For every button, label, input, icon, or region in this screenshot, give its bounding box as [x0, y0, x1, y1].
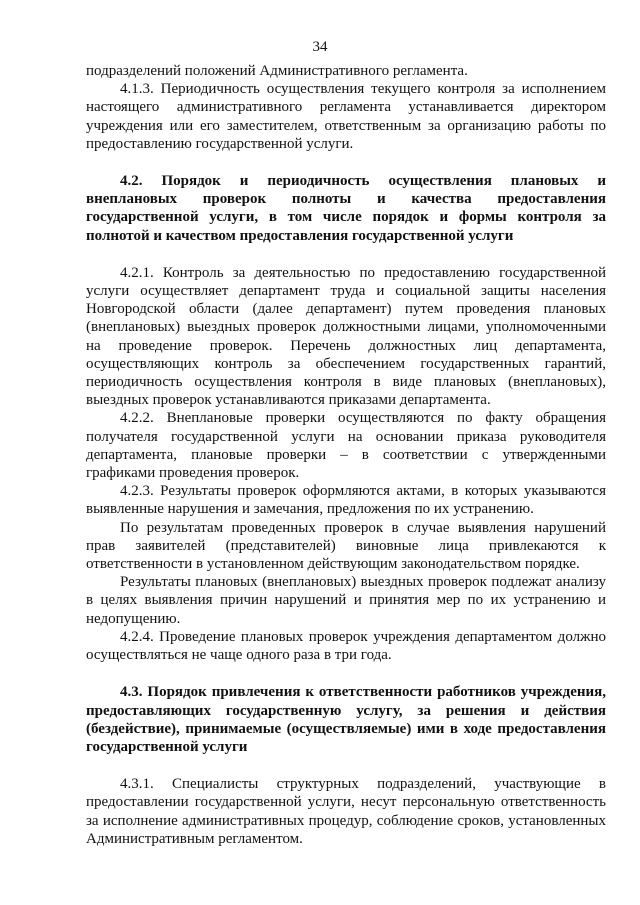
- section-heading-4-3: 4.3. Порядок привлечения к ответственности работников учреждения, предоставляющих государственную услугу, за решения и действия (бездействие), принимаемые (осуществляемые) ими в ходе предоставления государственной услуги: [86, 684, 606, 755]
- section-heading-4-2: 4.2. Порядок и периодичность осуществления плановых и внеплановых проверок полноты и качества предоставления государственной услуги, в том числе порядок и формы контроля за полнотой и качеством предоставления государственной услуги: [86, 173, 606, 244]
- paragraph-4-3-1: 4.3.1. Специалисты структурных подразделений, участвующие в предоставлении государственной услуги, несут персональную ответственность за исполнение административных процедур, соблюдение сроков, установленных Административным регламентом.: [86, 776, 606, 847]
- paragraph-analysis: Результаты плановых (внеплановых) выездных проверок подлежат анализу в целях выявления причин нарушений и принятия мер по их устранению и недопущению.: [86, 574, 606, 627]
- paragraph-4-2-4: 4.2.4. Проведение плановых проверок учреждения департаментом должно осуществляться не чаще одного раза в три года.: [86, 628, 606, 664]
- spacer: [86, 756, 606, 775]
- spacer: [86, 664, 606, 683]
- paragraph-4-2-2: 4.2.2. Внеплановые проверки осуществляются по факту обращения получателя государственной услуги на основании приказа руководителя департамента, плановые проверки – в соответствии с утвержденными графиками проведения проверок.: [86, 410, 606, 482]
- paragraph-4-2-3: 4.2.3. Результаты проверок оформляются актами, в которых указываются выявленные нарушения и замечания, предложения по их устранению.: [86, 483, 606, 518]
- page-number: 34: [312, 39, 328, 55]
- paragraph-violations: По результатам проведенных проверок в случае выявления нарушений прав заявителей (представителей) виновные лица привлекаются к ответственности в установленном действующим законодательством порядке.: [86, 519, 606, 573]
- spacer: [86, 245, 606, 264]
- paragraph-4-1-3: 4.1.3. Периодичность осуществления текущего контроля за исполнением настоящего административного регламента устанавливается директором учреждения или его заместителем, ответственным за организацию работы по предоставлению государственной услуги.: [86, 81, 606, 152]
- paragraph-continuation: подразделений положений Административного регламента.: [86, 63, 468, 79]
- document-body: [86, 62, 606, 848]
- spacer: [86, 153, 606, 172]
- paragraph-4-2-1: 4.2.1. Контроль за деятельностью по предоставлению государственной услуги осуществляет департамент труда и социальной защиты населения Новгородской области (далее департамент) путем проведения плановых (внеплановых) выездных проверок должностными лицами, уполномоченными на проведение проверок. Перечень должностных лиц департамента, осуществляющих контроль за обеспечением государственных гарантий, периодичность осуществления контроля в виде плановых (внеплановых), выездных проверок устанавливаются приказами департамента.: [86, 264, 606, 409]
